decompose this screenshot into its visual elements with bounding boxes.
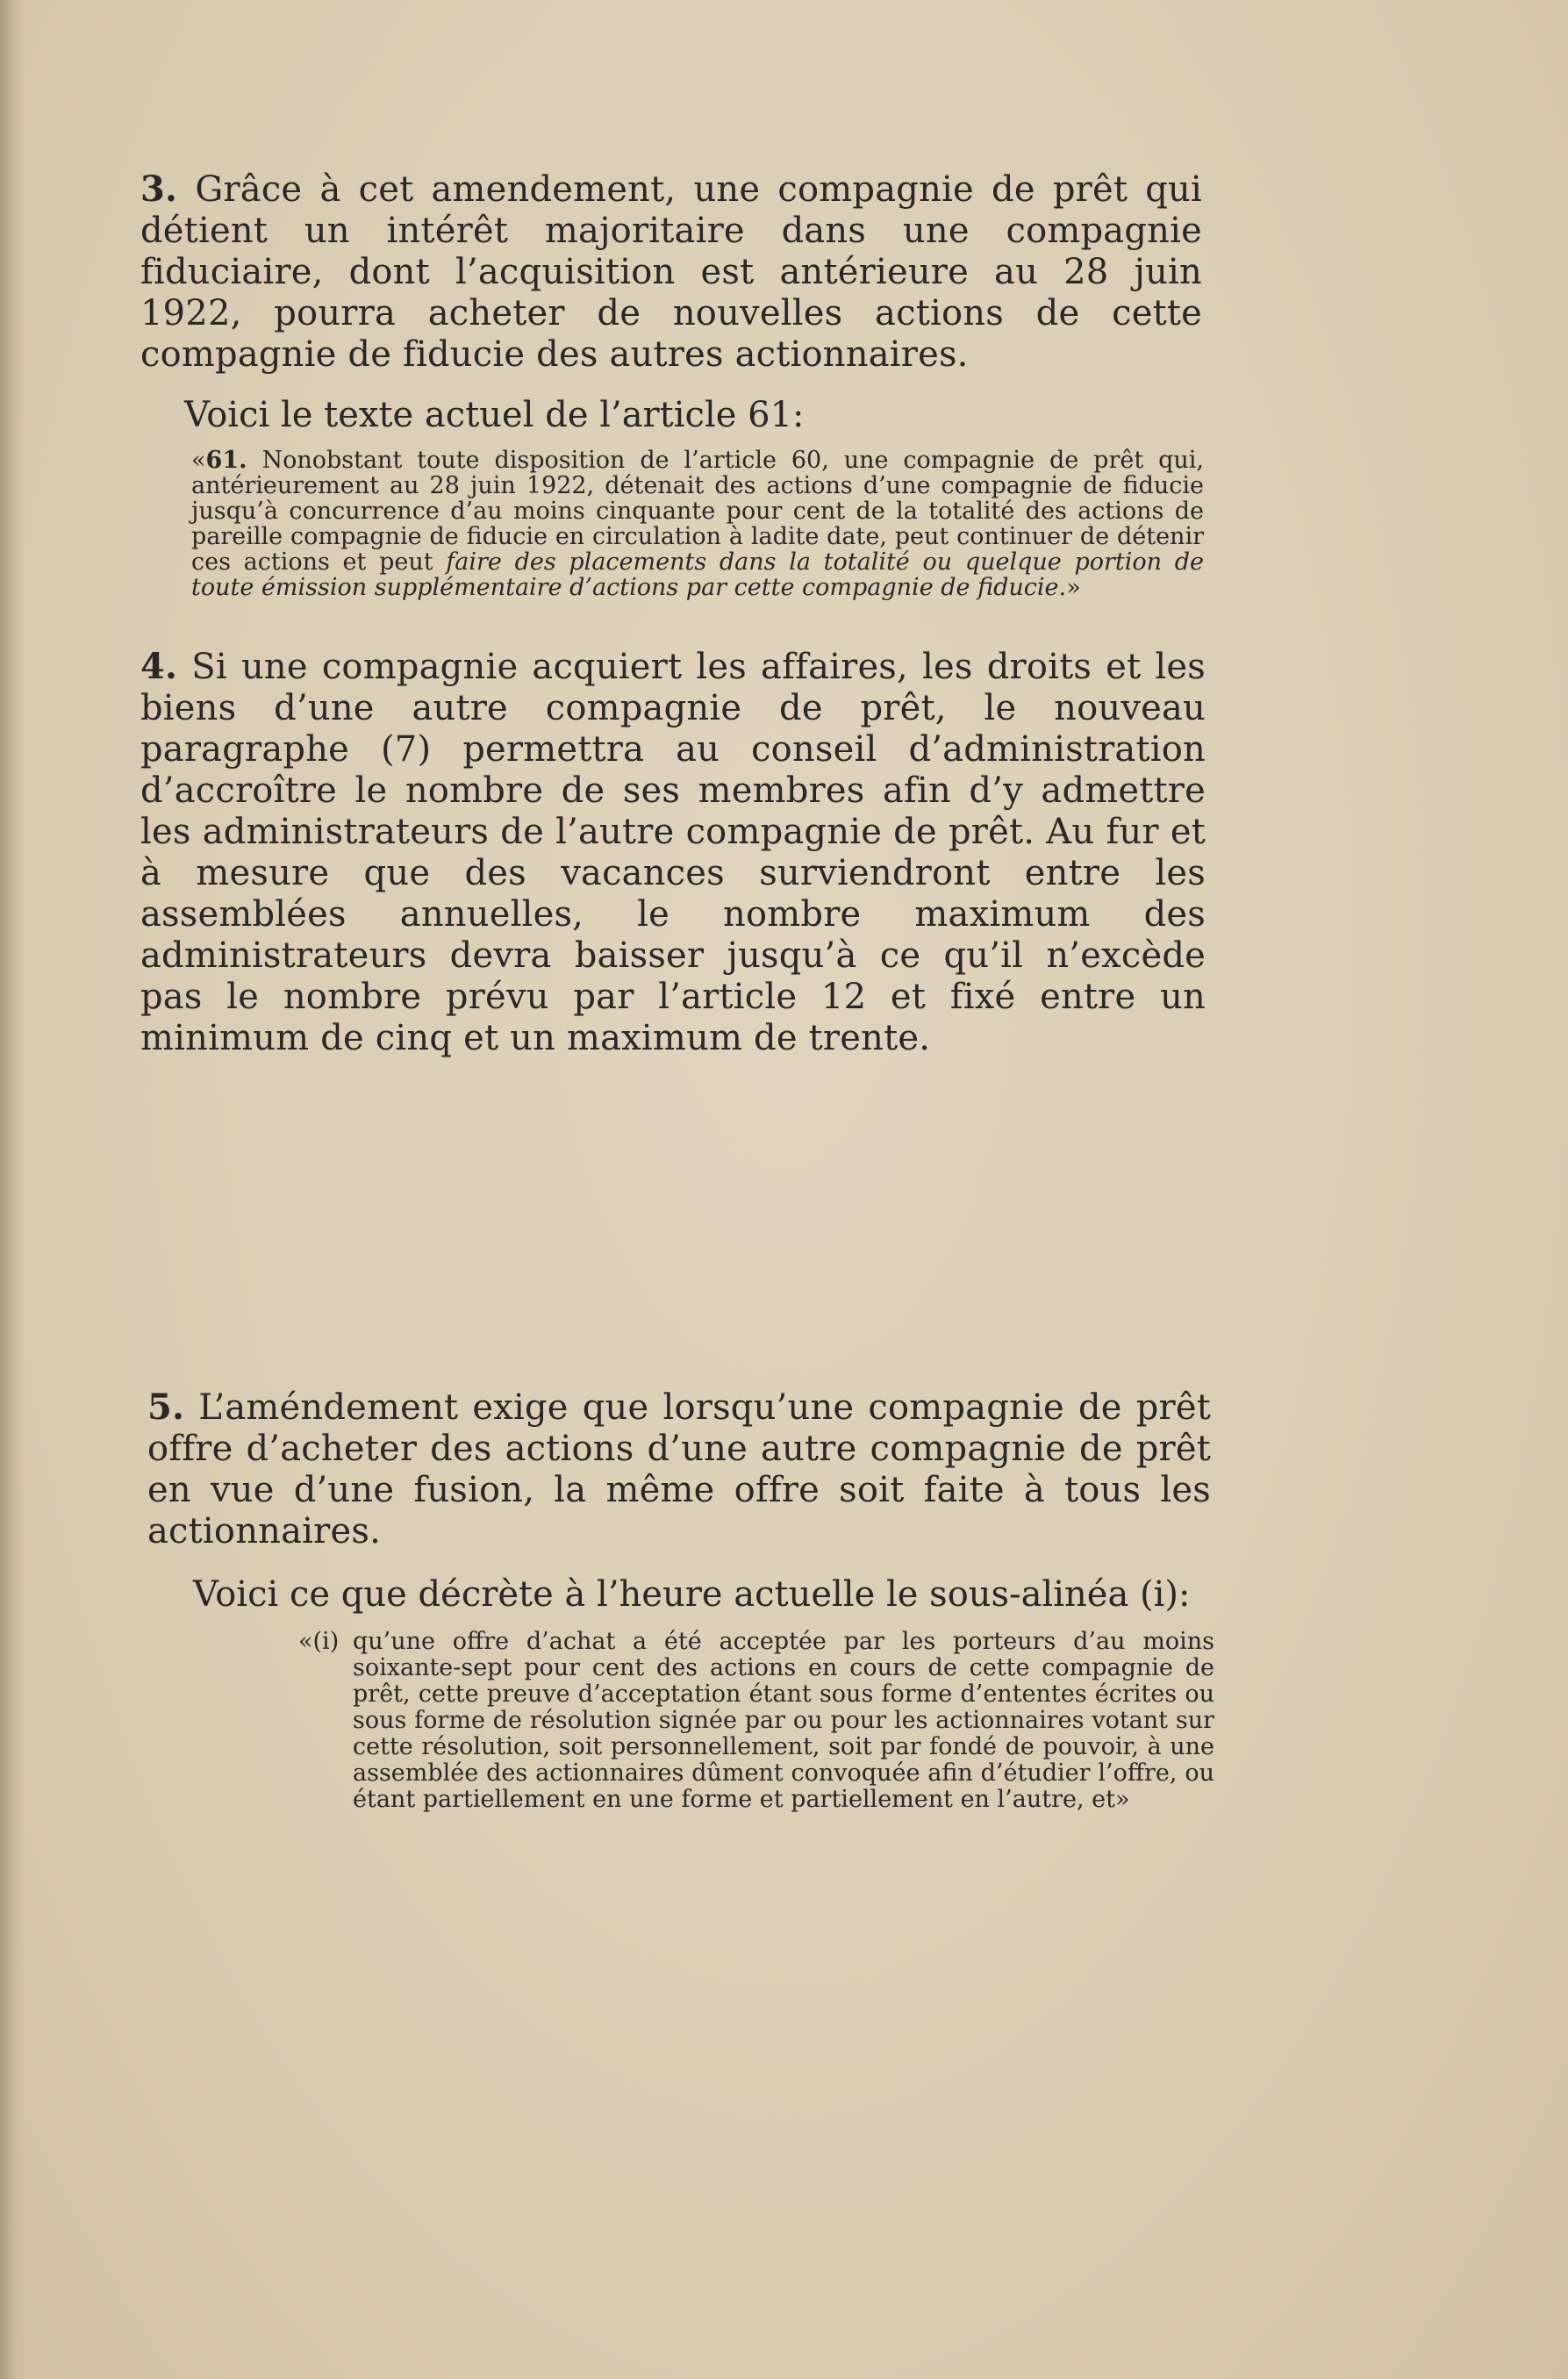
article-61-quote	[191, 448, 1204, 600]
section-4-paragraph	[140, 646, 1206, 1059]
subparagraph-i-label: «(i)	[298, 1628, 340, 1655]
section-3-text: Grâce à cet amendement, une compagnie de prêt qui détient un intérêt majoritaire dans une compagnie fiduciaire, dont l’acquisition est antérieure au 28 juin 1922, pourra acheter de nouvelles actions de cette compagnie de fiducie des autres actionnaires.	[140, 169, 1202, 375]
subparagraph-i-quote	[298, 1629, 1214, 1813]
page-edge	[0, 0, 25, 2379]
subparagraph-i-body: qu’une offre d’achat a été acceptée par les porteurs d’au moins soixante-sept pour cent des actions en cours de cette compagnie de prêt, cette preuve d’acceptation étant sous forme d’ententes écrites ou sous forme de résolution signée par ou pour les actionnaires votant sur cette résolution, soit personnellement, soit par fondé de pouvoir, à une assemblée des actionnaires dûment convoquée afin d’étudier l’offre, ou étant partiellement en une forme et partiellement en l’autre, et»	[353, 1628, 1214, 1813]
section-5-number: 5.	[147, 1387, 185, 1428]
section-4-number: 4.	[140, 646, 178, 687]
section-5-intro	[193, 1574, 1202, 1616]
section-5-paragraph	[147, 1387, 1211, 1552]
subparagraph-i-text	[298, 1629, 1214, 1813]
section-5-text: L’améndement exige que lorsqu’une compagnie de prêt offre d’acheter des actions d’une autre compagnie de prêt en vue d’une fusion, la même offre soit faite à tous les actionnaires.	[147, 1387, 1211, 1551]
section-5-intro-text: Voici ce que décrète à l’heure actuelle le sous-alinéa (i):	[193, 1574, 1191, 1615]
section-3-intro-text: Voici le texte actuel de l’article 61:	[184, 395, 805, 435]
section-3-number: 3.	[140, 168, 178, 210]
article-61-italic: faire des placements dans la totalité ou quelque portion de toute émission supplémentaire d’actions par cette compagnie de fiducie.	[191, 548, 1204, 601]
section-4	[140, 646, 1206, 1059]
section-4-text: Si une compagnie acquiert les affaires, les droits et les biens d’une autre compagnie de prêt, le nouveau paragraphe (7) permettra au conseil d’administration d’accroître le nombre de ses membres afin d’y admettre les administrateurs de l’autre compagnie de prêt. Au fur et à mesure que des vacances surviendront entre les assemblées annuelles, le nombre maximum des administrateurs devra baisser jusqu’à ce qu’il n’excède pas le nombre prévu par l’article 12 et fixé entre un minimum de cinq et un maximum de trente.	[140, 647, 1206, 1058]
section-3-paragraph	[140, 168, 1202, 376]
article-61-number: 61.	[205, 447, 247, 474]
quote-open-mark: «	[191, 447, 206, 474]
section-5	[147, 1387, 1211, 1552]
section-3-intro	[184, 395, 1193, 436]
quote-close-mark: »	[1066, 574, 1081, 601]
article-61-quote-text	[191, 448, 1204, 600]
section-3	[140, 168, 1202, 376]
article-61-body: Nonobstant toute disposition de l’article 60, une compagnie de prêt qui, antérieurement au 28 juin 1922, détenait des actions d’une compagnie de fiducie jusqu’à concurrence d’au moins cinquante pour cent de la totalité des actions de pareille compagnie de fiducie en circulation à ladite date, peut continuer de détenir ces actions et peut	[191, 447, 1204, 576]
